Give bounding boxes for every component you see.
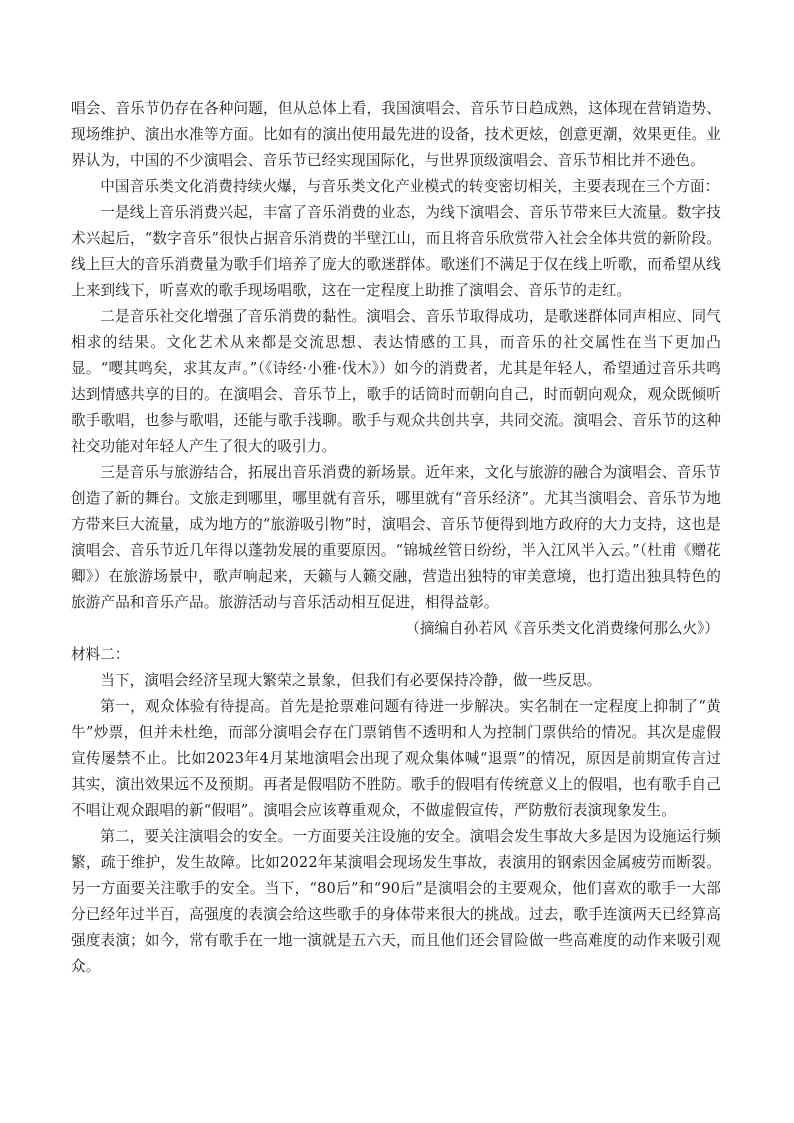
paragraph-intro-three-aspects: 中国音乐类文化消费持续火爆，与音乐类文化产业模式的转变密切相关，主要表现在三个方面：: [100, 178, 720, 195]
paragraph-aspect-one: 一是线上音乐消费兴起，丰富了音乐消费的业态，为线下演唱会、音乐节带来巨大流量。数字技术兴起后，“数字音乐”很快占据音乐消费的半壁江山，而且将音乐欣赏带入社会全体共赏的新阶段。线上巨大的音乐消费量为歌手们培养了庞大的歌迷群体。歌迷们不满足于仅在线上听歌，而希望从线上来到线下，听喜欢的歌手现场唱歌，这在一定程度上助推了演唱会、音乐节的走红。: [71, 204, 721, 299]
source-citation: （摘编自孙若风《音乐类文化消费缘何那么火》）: [405, 620, 719, 637]
paragraph-point-one: 第一，观众体验有待提高。首先是抢票难问题有待进一步解决。实名制在一定程度上抑制了“黄牛”炒票，但并未杜绝，而部分演唱会存在门票销售不透明和人为控制门票供给的情况。其次是虚假宣传屡禁不止。比如2023年4月某地演唱会出现了观众集体喊“退票”的情况，原因是前期宣传言过其实，演出效果远不及预期。再者是假唱防不胜防。歌手的假唱有传统意义上的假唱，也有歌手自己不唱让观众跟唱的新“假唱”。演唱会应该尊重观众，不做虚假宣传，严防敷衍表演现象发生。: [71, 698, 721, 819]
paragraph-point-two: 第二，要关注演唱会的安全。一方面要关注设施的安全。演唱会发生事故大多是因为设施运行频繁，疏于维护，发生故障。比如2022年某演唱会现场发生事故，表演用的钢索因金属疲劳而断裂。另一方面要关注歌手的安全。当下，“80后”和“90后”是演唱会的主要观众，他们喜欢的歌手一大部分已经年过半百，高强度的表演会给这些歌手的身体带来很大的挑战。过去，歌手连演两天已经算高强度表演；如今，常有歌手在一地一演就是五六天，而且他们还会冒险做一些高难度的动作来吸引观众。: [71, 828, 721, 975]
paragraph-aspect-two: 二是音乐社交化增强了音乐消费的黏性。演唱会、音乐节取得成功，是歌迷群体同声相应、同气相求的结果。文化艺术从来都是交流思想、表达情感的工具，而音乐的社交属性在当下更加凸显。“嘤其鸣矣，求其友声。”（《诗经·小雅·伐木》）如今的消费者，尤其是年轻人，希望通过音乐共鸣达到情感共享的目的。在演唱会、音乐节上，歌手的话筒时而朝向自己，时而朝向观众，观众既倾听歌手歌唱，也参与歌唱，还能与歌手浅聊。歌手与观众共创共享，共同交流。演唱会、音乐节的这种社交功能对年轻人产生了很大的吸引力。: [71, 308, 721, 455]
material-two-heading: 材料二：: [71, 646, 130, 663]
document-page: [71, 96, 721, 980]
paragraph-continuation: 唱会、音乐节仍存在各种问题，但从总体上看，我国演唱会、音乐节日趋成熟，这体现在营销造势、现场维护、演出水准等方面。比如有的演出使用最先进的设备，技术更炫，创意更潮，效果更佳。业界认为，中国的不少演唱会、音乐节已经实现国际化，与世界顶级演唱会、音乐节相比并不逊色。: [71, 100, 721, 169]
paragraph-aspect-three: 三是音乐与旅游结合，拓展出音乐消费的新场景。近年来，文化与旅游的融合为演唱会、音乐节创造了新的舞台。文旅走到哪里，哪里就有音乐，哪里就有“音乐经济”。尤其当演唱会、音乐节为地方带来巨大流量，成为地方的“旅游吸引物”时，演唱会、音乐节便得到地方政府的大力支持，这也是演唱会、音乐节近几年得以蓬勃发展的重要原因。“锦城丝管日纷纷，半入江风半入云。”（杜甫《赠花卿》）在旅游场景中，歌声响起来，天籁与人籁交融，营造出独特的审美意境，也打造出独具特色的旅游产品和音乐产品。旅游活动与音乐活动相互促进，相得益彰。: [71, 464, 721, 611]
paragraph-reflection-intro: 当下，演唱会经济呈现大繁荣之景象，但我们有必要保持冷静，做一些反思。: [100, 672, 602, 689]
